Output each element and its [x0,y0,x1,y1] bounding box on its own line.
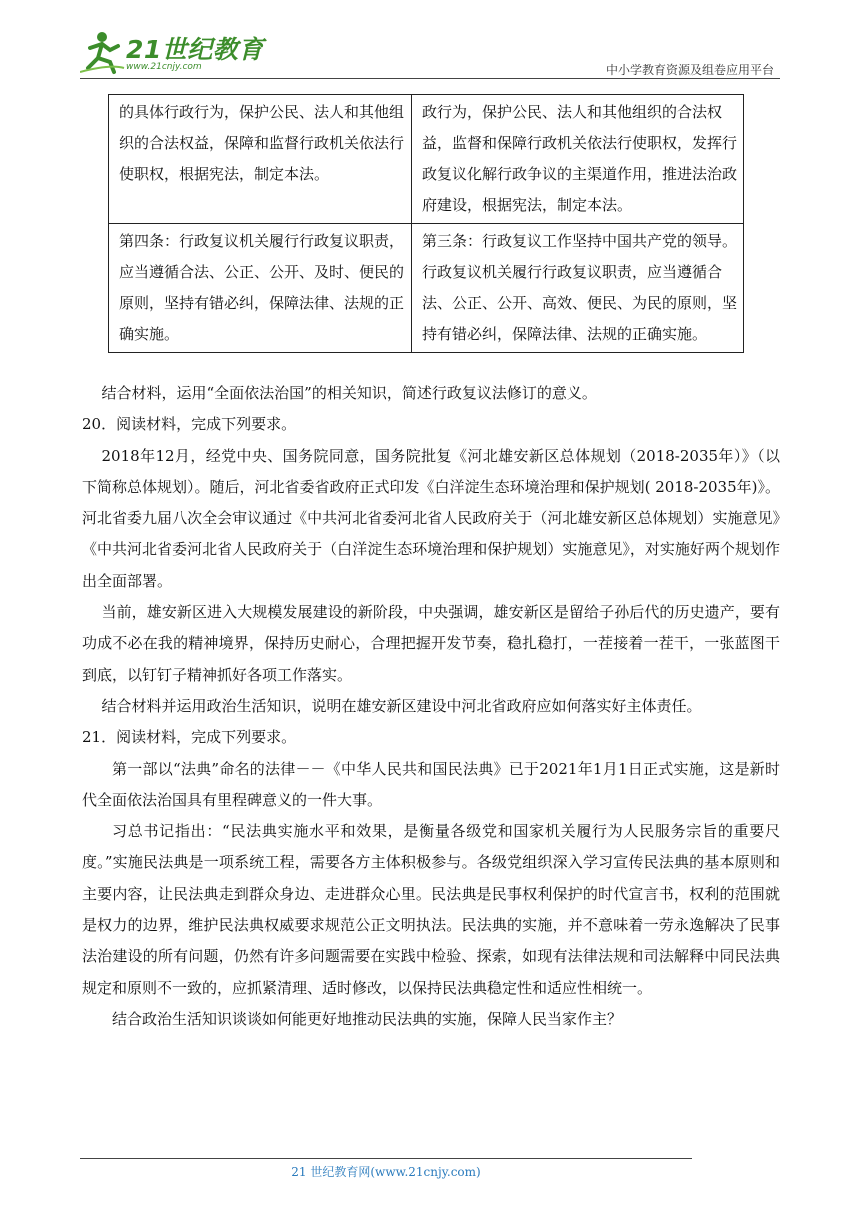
logo-url: www.21cnjy.com [126,62,202,72]
question-content [82,378,780,1035]
logo-text: 21世纪教育 [126,35,264,64]
table-cell: 第三条：行政复议工作坚持中国共产党的领导。行政复议机关履行行政复议职责，应当遵循合法、公正、公开、高效、便民、为民的原则，坚持有错必纠，保障法律、法规的正确实施。 [412,224,744,353]
question-heading: 20．阅读材料，完成下列要求。 [82,415,297,434]
question-prompt: 结合政治生活知识谈谈如何能更好地推动民法典的实施，保障人民当家作主？ [112,1009,623,1028]
platform-name: 中小学教育资源及组卷应用平台 [605,63,774,77]
table-cell: 的具体行政行为，保护公民、法人和其他组织的合法权益，保障和监督行政机关依法行使职权，根据宪法，制定本法。 [109,95,412,224]
table-cell: 政行为，保护公民、法人和其他组织的合法权益，监督和保障行政机关依法行使职权，发挥行政复议化解行政争议的主渠道作用，推进法治政府建设，根据宪法，制定本法。 [412,95,744,224]
material-paragraph: 2018年12月，经党中央、国务院同意，国务院批复《河北雄安新区总体规划（2018-2035年）》（以下简称总体规划）。随后，河北省委省政府正式印发《白洋淀生态环境治理和保护规划( 2018-2035年)》。河北省委九届八次全会审议通过《中共河北省委河北省人民政府关于（河北雄安新区总体规划）实施意见》《中共河北省委河北省人民政府关于（白洋淀生态环境治理和保护规划）实施意见》，对实施好两个规划作出全面部署。 [82,446,780,590]
material-paragraph: 习总书记指出：“民法典实施水平和效果，是衡量各级党和国家机关履行为人民服务宗旨的重要尺度。”实施民法典是一项系统工程，需要各方主体积极参与。各级党组织深入学习宣传民法典的基本原则和主要内容，让民法典走到群众身边、走进群众心里。民法典是民事权利保护的时代宣言书，权利的范围就是权力的边界，维护民法典权威要求规范公正文明执法。民法典的实施，并不意味着一劳永逸解决了民事法治建设的所有问题，仍然有许多问题需要在实践中检验、探索，如现有法律法规和司法解释中同民法典规定和原则不一致的，应抓紧清理、适时修改，以保持民法典稳定性和适应性相统一。 [82,822,780,997]
question-prompt: 结合材料，运用“全面依法治国”的相关知识，简述行政复议法修订的意义。 [101,384,597,402]
table-row [109,224,744,353]
question-prompt: 结合材料并运用政治生活知识，说明在雄安新区建设中河北省政府应如何落实好主体责任。 [101,696,702,715]
material-paragraph: 第一部以“法典”命名的法律－－《中华人民共和国民法典》已于2021年1月1日正式实施，这是新时代全面依法治国具有里程碑意义的一件大事。 [82,759,780,809]
page-header [0,0,860,80]
footer-link[interactable]: 21 世纪教育网(www.21cnjy.com) [291,1165,481,1179]
question-heading: 21．阅读材料，完成下列要求。 [82,728,297,747]
material-paragraph: 当前，雄安新区进入大规模发展建设的新阶段，中央强调，雄安新区是留给子孙后代的历史遗产，要有功成不必在我的精神境界，保持历史耐心，合理把握开发节奏，稳扎稳打，一茬接着一茬干，一张蓝图干到底，以钉钉子精神抓好各项工作落实。 [82,603,780,684]
footer-divider [80,1158,692,1159]
header-divider [80,78,780,79]
table-row [109,95,744,224]
table-cell: 第四条：行政复议机关履行行政复议职责，应当遵循合法、公正、公开、及时、便民的原则，坚持有错必纠，保障法律、法规的正确实施。 [109,224,412,353]
law-comparison-table [108,94,744,353]
